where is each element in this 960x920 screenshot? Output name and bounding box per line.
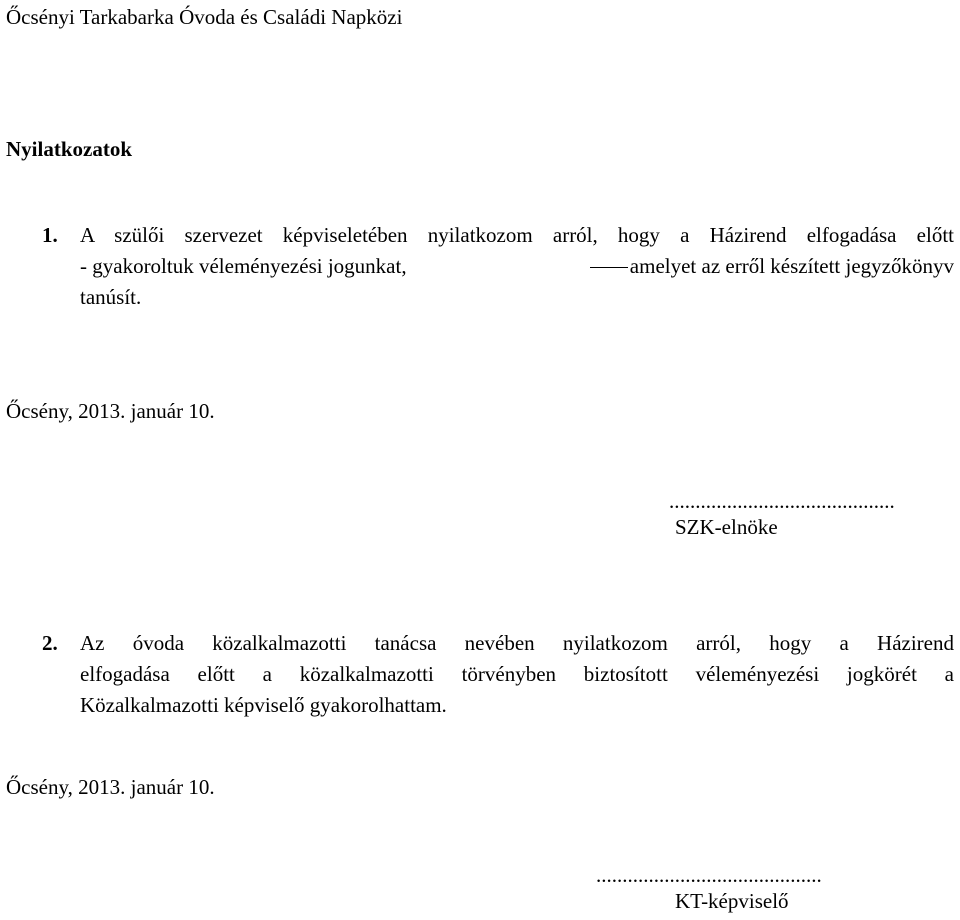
section-2-signature-line: ........................................... bbox=[596, 863, 822, 887]
section-1-line-2 bbox=[80, 251, 954, 282]
section-1-line-3: tanúsít. bbox=[80, 285, 142, 309]
section-1-paragraph bbox=[80, 220, 954, 313]
section-1-line-2-part-a: - gyakoroltuk véleményezési jogunkat, bbox=[80, 254, 407, 278]
section-1-place-date: Őcsény, 2013. január 10. bbox=[6, 399, 215, 423]
institution-name: Őcsényi Tarkabarka Óvoda és Családi Napközi bbox=[6, 5, 403, 29]
section-2-signature-role: KT-képviselő bbox=[675, 889, 789, 913]
section-2-place-date: Őcsény, 2013. január 10. bbox=[6, 775, 215, 799]
section-2-line-1: Az óvoda közalkalmazotti tanácsa nevében nyilatkozom arról, hogy a Házirend bbox=[80, 631, 954, 655]
section-2-paragraph bbox=[80, 628, 954, 721]
section-2-number: 2. bbox=[42, 631, 58, 655]
section-2-line-3: Közalkalmazotti képviselő gyakorolhattam. bbox=[80, 693, 447, 717]
section-1-line-1: A szülői szervezet képviseletében nyilatkozom arról, hogy a Házirend elfogadása előtt bbox=[80, 223, 954, 247]
section-1-number: 1. bbox=[42, 223, 58, 247]
section-2-line-2: elfogadása előtt a közalkalmazotti törvényben biztosított véleményezési jogkörét a bbox=[80, 662, 954, 686]
section-1-line-2-text-b: amelyet az erről készített jegyzőkönyv bbox=[629, 254, 954, 278]
dash-mark bbox=[590, 267, 628, 268]
section-1-signature-line: ........................................... bbox=[669, 489, 895, 513]
document-title: Nyilatkozatok bbox=[6, 137, 132, 161]
section-1-signature-role: SZK-elnöke bbox=[675, 515, 778, 539]
section-1-line-2-part-b bbox=[584, 251, 954, 282]
